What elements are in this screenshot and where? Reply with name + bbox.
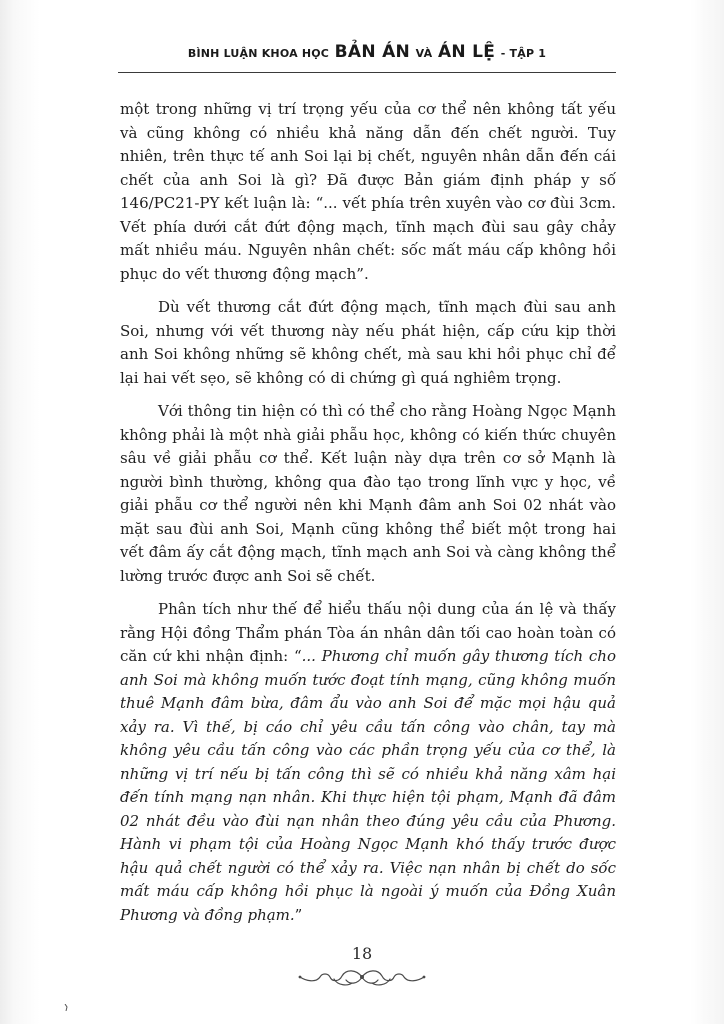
paragraph-3: Với thông tin hiện có thì có thể cho rằng Hoàng Ngọc Mạnh không phải là một nhà giải phẫu học, không có kiến thức chuyên sâu về giải phẫu cơ thể. Kết luận này dựa trên cơ sở Mạnh là người bình thường, không qua đào tạo trong lĩnh vực y học, về giải phẫu cơ thể người nên khi Mạnh đâm anh Soi 02 nhát vào mặt sau đùi anh Soi, Mạnh cũng không thể biết một trong hai vết đâm ấy cắt động mạch, tĩnh mạch anh Soi và càng không thể lường trước được anh Soi sẽ chết. bbox=[120, 402, 616, 585]
flourish-ornament-icon bbox=[294, 966, 430, 988]
header-conjunction: VÀ bbox=[415, 47, 433, 60]
paragraph-4 bbox=[120, 598, 616, 927]
court-quote: ... Phương chỉ muốn gây thương tích cho anh Soi mà không muốn tước đoạt tính mạng, cũng không muốn thuê Mạnh đâm bừa, đâm ẩu vào anh Soi để mặc mọi hậu quả xảy ra. Vì thế, bị cáo chỉ yêu cầu tấn công vào chân, tay mà không yêu cầu tấn công vào các phần trọng yếu của cơ thể, là những vị trí nếu bị tấn công thì sẽ có nhiều khả năng xâm hại đến tính mạng nạn nhân. Khi thực hiện tội phạm, Mạnh đã đâm 02 nhát đều vào đùi nạn nhân theo đúng yêu cầu của Phương. Hành vi phạm tội của Hoàng Ngọc Mạnh khó thấy trước được hậu quả chết người có thể xảy ra. Việc nạn nhân bị chết do sốc mất máu cấp không hồi phục là ngoài ý muốn của Đồng Xuân Phương và đồng phạm. bbox=[120, 647, 616, 924]
running-header bbox=[118, 42, 616, 72]
page-number: 18 bbox=[351, 944, 373, 963]
paragraph-2: Dù vết thương cắt đứt động mạch, tĩnh mạch đùi sau anh Soi, nhưng với vết thương này nếu phát hiện, cấp cứu kịp thời anh Soi không những sẽ không chết, mà sau khi hồi phục chỉ để lại hai vết sẹo, sẽ không có di chứng gì quá nghiêm trọng. bbox=[120, 298, 616, 387]
header-title-part1: BẢN ÁN bbox=[334, 42, 411, 62]
header-title-part2: ÁN LỆ bbox=[437, 42, 496, 62]
body-text bbox=[120, 98, 616, 937]
header-volume: - TẬP 1 bbox=[500, 47, 547, 60]
paragraph-4-intro: Phân tích như thế để hiểu thấu nội dung của án lệ và thấy rằng Hội đồng Thẩm phán Tòa án nhân dân tối cao hoàn toàn có căn cứ khi nhận định: “ bbox=[120, 600, 616, 665]
paragraph-1: một trong những vị trí trọng yếu của cơ thể nên không tất yếu và cũng không có nhiều khả năng dẫn đến chết người. Tuy nhiên, trên thực tế anh Soi lại bị chết, nguyên nhân dẫn đến cái chết của anh Soi là gì? Đã được Bản giám định pháp y số 146/PC21-PY kết luận là: “... vết phía trên xuyên vào cơ đùi 3cm. Vết phía dưới cắt đứt động mạch, tĩnh mạch đùi sau gây chảy mất nhiều máu. Nguyên nhân chết: sốc mất máu cấp không hồi phục do vết thương động mạch”. bbox=[120, 100, 616, 283]
scan-speck bbox=[64, 1004, 68, 1011]
quote-close: ” bbox=[294, 905, 303, 924]
header-rule bbox=[118, 72, 616, 73]
header-prefix: BÌNH LUẬN KHOA HỌC bbox=[187, 47, 330, 60]
